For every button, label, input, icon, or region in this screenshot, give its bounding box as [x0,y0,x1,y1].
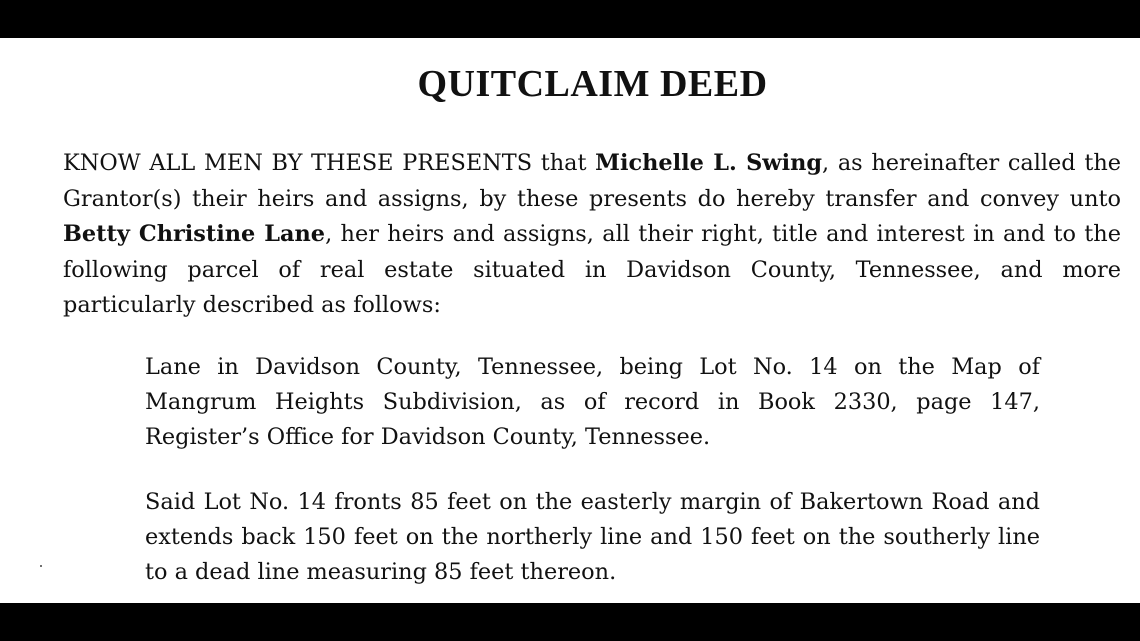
document-title: QUITCLAIM DEED [417,63,768,105]
property-description-paragraph [145,350,1040,455]
description-line-1: Lane in Davidson County, Tennessee, being Lot No. 14 on the Map of [145,354,1040,380]
intro-line-1 [63,146,1121,182]
intro-text-grantee-tail: , her heirs and assigns, all their right, title and interest in and to the [325,221,1121,247]
lot-dimensions-paragraph [145,485,1040,590]
intro-line-2: Grantor(s) their heirs and assigns, by these presents do hereby transfer and convey unto [63,185,1121,212]
intro-text-start: KNOW ALL MEN BY THESE PRESENTS that [63,150,596,176]
grantee-name: Betty Christine Lane [63,221,326,247]
description-line-2: Mangrum Heights Subdivision, as of record in Book 2330, page 147, [145,389,1040,415]
dimensions-line-3: to a dead line measuring 85 feet thereon. [145,559,617,585]
intro-line-4: following parcel of real estate situated in Davidson County, Tennessee, and more [63,256,1121,283]
deed-document [0,38,1140,603]
intro-text-grantor-tail: , as hereinafter called the [822,150,1121,176]
grantor-name: Michelle L. Swing [595,150,823,176]
dimensions-line-1: Said Lot No. 14 fronts 85 feet on the easterly margin of Bakertown Road and [145,489,1040,515]
intro-line-3 [63,217,1121,253]
intro-line-5: particularly described as follows: [63,292,441,318]
description-line-3: Register’s Office for Davidson County, Tennessee. [145,424,711,450]
intro-paragraph [63,146,1121,324]
dimensions-line-2: extends back 150 feet on the northerly line and 150 feet on the southerly line [145,524,1040,550]
scan-speck [40,565,42,567]
